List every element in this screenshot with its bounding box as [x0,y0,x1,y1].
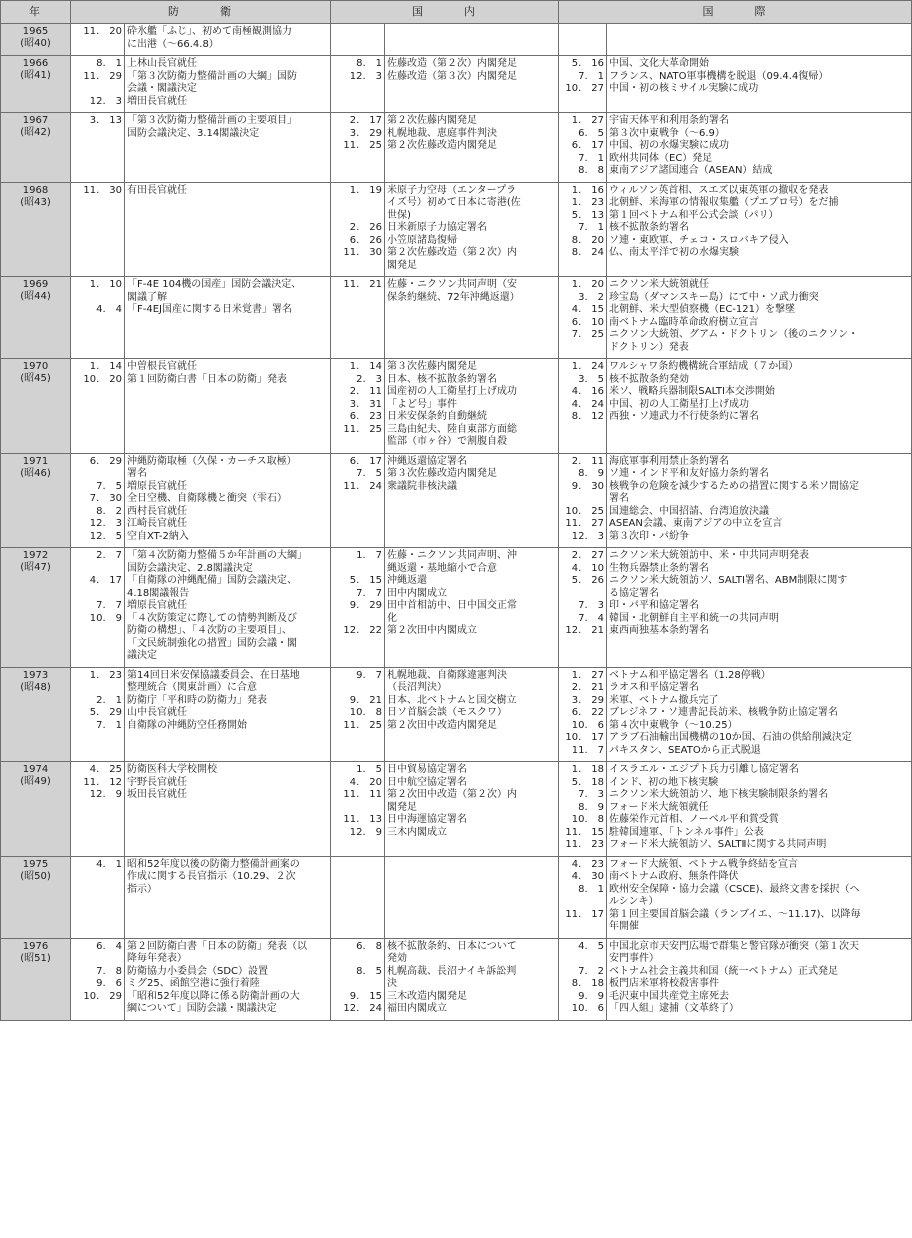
international-events: ワルシャワ条約機構統合軍結成（７か国） 核不拡散条約発効 米ソ、戦略兵器制限SALTⅠ本交渉開始 中国、初の人工衛星打上げ成功 西独・ソ連武力不行使条約に署名 [607,359,912,454]
defense-header: 防 衛 [71,1,331,24]
era-value: (昭44) [20,291,51,302]
era-value: (昭41) [20,70,51,81]
international-dates: 1. 27 6. 5 6. 17 7. 1 8. 8 [559,113,607,183]
year-value: 1974 [22,764,49,775]
year-cell [1,548,71,668]
domestic-events: 核不拡散条約、日本について 発効 札幌高裁、長沼ナイキ訴訟判 決 三木改造内閣発足 福田内閣成立 [385,938,559,1020]
international-events: ニクソン米大統領訪中、米・中共同声明発表 生物兵器禁止条約署名 ニクソン米大統領訪ソ、SALTⅠ署名、ABM制限に関す る協定署名 印・パ平和協定署名 韓国・北朝鮮自主平和統一の共同声明 東西両独基本条約署名 [607,548,912,668]
international-dates: 1. 27 2. 21 3. 29 6. 22 10. 6 10. 17 11. 7 [559,667,607,762]
era-value: (昭43) [20,196,51,208]
international-events: ウィルソン英首相、スエズ以東英軍の撤収を発表 北朝鮮、米海軍の情報収集艦（プエブロ号）をだ捕 第１回ベトナム和平公式会談（パリ） 核不拡散条約署名 ソ連・東欧軍、チェコ・スロバキア侵入 仏、南太平洋で初の水爆実験 [607,182,912,277]
domestic-dates [331,24,385,56]
international-dates [559,24,607,56]
international-dates: 4. 5 7. 2 8. 18 9. 9 10. 6 [559,938,607,1020]
table-row [1,938,912,1020]
table-row [1,24,912,56]
year-cell [1,453,71,548]
domestic-events: 札幌地裁、自衛隊違憲判決 （長沼判決） 日本、北ベトナムと国交樹立 日ソ首脳会談（モスクワ） 第２次田中改造内閣発足 [385,667,559,762]
defense-dates: 8. 1 11. 29 12. 3 [71,56,125,113]
era-value: (昭51) [20,952,51,964]
year-value: 1973 [22,669,49,681]
defense-dates: 4. 1 [71,856,125,938]
domestic-dates: 6. 17 7. 5 11. 24 [331,453,385,548]
year-cell [1,667,71,762]
era-value: (昭42) [20,127,51,138]
international-events: 中国北京市天安門広場で群集と警官隊が衝突（第１次天 安門事件） ベトナム社会主義共和国（統一ベトナム）正式発足 板門店米軍将校殺害事件 毛沢東中国共産党主席死去 「四人組」逮捕（文革終了） [607,938,912,1020]
domestic-dates: 2. 17 3. 29 11. 25 [331,113,385,183]
international-dates: 4. 23 4. 30 8. 1 11. 17 [559,856,607,938]
year-cell [1,359,71,454]
defense-dates: 1. 23 2. 1 5. 29 7. 1 [71,667,125,762]
defense-dates: 11. 30 [71,182,125,277]
year-value: 1966 [22,58,49,69]
year-value: 1972 [22,550,49,561]
year-value: 1965 [22,26,49,37]
defense-events: 砕氷艦「ふじ」、初めて南極観測協力 に出港（～66.4.8） [125,24,331,56]
year-header: 年 [1,1,71,24]
table-row [1,762,912,857]
defense-events: 昭和52年度以後の防衛力整備計画案の 作成に関する長官指示（10.29、２次 指示） [125,856,331,938]
year-cell [1,856,71,938]
year-value: 1971 [22,455,49,467]
domestic-events: 米原子力空母（エンタープラ イズ号）初めて日本に寄港(佐 世保) 日米新原子力協定署名 小笠原諸島復帰 第２次佐藤改造（第２次）内 閣発足 [385,182,559,277]
year-value: 1975 [22,858,49,870]
international-events: フォード大統領、ベトナム戦争終結を宣言 南ベトナム政府、無条件降伏 欧州安全保障・協力会議（CSCE)、最終文書を採択（ヘ ルシンキ） 第１回主要国首脳会議（ランブイエ、～11.17)、以降毎 年開催 [607,856,912,938]
table-row [1,667,912,762]
international-events [607,24,912,56]
domestic-events: 日中貿易協定署名 日中航空協定署名 第２次田中改造（第２次）内 閣発足 日中海運協定署名 三木内閣成立 [385,762,559,857]
year-cell [1,24,71,56]
table-row [1,56,912,113]
table-row [1,453,912,548]
international-dates: 5. 16 7. 1 10. 27 [559,56,607,113]
year-value: 1969 [22,279,49,290]
defense-dates: 6. 4 7. 8 9. 6 10. 29 [71,938,125,1020]
domestic-events: 沖縄返還協定署名 第３次佐藤改造内閣発足 衆議院非核決議 [385,453,559,548]
domestic-dates: 11. 21 [331,277,385,359]
year-value: 1967 [22,115,49,126]
year-cell [1,277,71,359]
era-value: (昭50) [20,870,51,882]
international-dates: 1. 20 3. 2 4. 15 6. 10 7. 25 [559,277,607,359]
defense-dates: 3. 13 [71,113,125,183]
year-cell [1,762,71,857]
era-value: (昭40) [20,38,51,49]
defense-events: 第２回防衛白書「日本の防衛」発表（以 降毎年発表） 防衛協力小委員会（SDC）設置 ミグ25、函館空港に強行着陸 「昭和52年度以降に係る防衛計画の大 綱について」国防会議・閣議決定 [125,938,331,1020]
international-events: 海底軍事利用禁止条約署名 ソ連・インド平和友好協力条約署名 核戦争の危険を減少するための措置に関する米ソ間協定 署名 国連総会、中国招請、台湾追放決議 ASEAN会議、東南アジアの中立を宣言 第３次印・パ紛争 [607,453,912,548]
defense-events: 「第３次防衛力整備計画の主要項目」 国防会議決定、3.14閣議決定 [125,113,331,183]
table-row [1,182,912,277]
era-value: (昭46) [20,467,51,479]
defense-events: 中曽根長官就任 第１回防衛白書「日本の防衛」発表 [125,359,331,454]
international-events: 宇宙天体平和利用条約署名 第３次中東戦争（～6.9） 中国、初の水爆実験に成功 欧州共同体（EC）発足 東南アジア諸国連合（ASEAN）結成 [607,113,912,183]
international-events: イスラエル・エジプト兵力引離し協定署名 インド、初の地下核実験 ニクソン米大統領訪ソ、地下核実験制限条約署名 フォード米大統領就任 佐藤栄作元首相、ノーベル平和賞受賞 駐韓国連軍、「トンネル事件」公表 フォード米大統領訪ソ、SALTⅡに関する共同声明 [607,762,912,857]
domestic-events: 佐藤改造（第２次）内閣発足 佐藤改造（第３次）内閣発足 [385,56,559,113]
table-row [1,277,912,359]
domestic-events: 第２次佐藤内閣発足 札幌地裁、恵庭事件判決 第２次佐藤改造内閣発足 [385,113,559,183]
international-dates: 2. 27 4. 10 5. 26 7. 3 7. 4 12. 21 [559,548,607,668]
domestic-dates: 9. 7 9. 21 10. 8 11. 25 [331,667,385,762]
year-value: 1976 [22,940,49,952]
defense-dates: 6. 29 7. 5 7. 30 8. 2 12. 3 12. 5 [71,453,125,548]
year-value: 1970 [22,361,49,372]
era-value: (昭45) [20,373,51,384]
year-cell [1,182,71,277]
defense-events: 第14回日米安保協議委員会、在日基地 整理統合（関東計画）に合意 防衛庁「平和時の防衛力」発表 山中長官就任 自衛隊の沖縄防空任務開始 [125,667,331,762]
table-row [1,548,912,668]
domestic-header: 国 内 [331,1,559,24]
year-cell [1,113,71,183]
table-row [1,856,912,938]
year-cell [1,938,71,1020]
domestic-events [385,24,559,56]
year-value: 1968 [22,184,49,196]
domestic-dates: 1. 7 5. 15 7. 7 9. 29 12. 22 [331,548,385,668]
defense-dates: 11. 20 [71,24,125,56]
defense-dates: 1. 10 4. 4 [71,277,125,359]
domestic-dates: 1. 5 4. 20 11. 11 11. 13 12. 9 [331,762,385,857]
domestic-events: 佐藤・ニクソン共同声明、沖 縄返還・基地縮小で合意 沖縄返還 田中内閣成立 田中首相訪中、日中国交正常 化 第２次田中内閣成立 [385,548,559,668]
domestic-events: 佐藤・ニクソン共同声明（安 保条約継続、72年沖縄返還） [385,277,559,359]
international-header: 国 際 [559,1,912,24]
table-row [1,359,912,454]
defense-events: 沖縄防衛取極（久保・カーチス取極） 署名 増原長官就任 全日空機、自衛隊機と衝突（雫石） 西村長官就任 江崎長官就任 空自XT-2納入 [125,453,331,548]
defense-dates: 1. 14 10. 20 [71,359,125,454]
domestic-dates: 1. 19 2. 26 6. 26 11. 30 [331,182,385,277]
chronology-body [1,24,912,1021]
domestic-events [385,856,559,938]
defense-events: 「F-4E 104機の国産」国防会議決定、 閣議了解 「F-4EJ国産に関する日米覚書」署名 [125,277,331,359]
domestic-dates [331,856,385,938]
international-dates: 2. 11 8. 9 9. 30 10. 25 11. 27 12. 3 [559,453,607,548]
defense-dates: 4. 25 11. 12 12. 9 [71,762,125,857]
era-value: (昭49) [20,776,51,787]
domestic-dates: 8. 1 12. 3 [331,56,385,113]
defense-events: 防衛医科大学校開校 宇野長官就任 坂田長官就任 [125,762,331,857]
defense-events: 上林山長官就任 「第３次防衛力整備計画の大綱」国防 会議・閣議決定 増田長官就任 [125,56,331,113]
domestic-dates: 6. 8 8. 5 9. 15 12. 24 [331,938,385,1020]
international-dates: 1. 18 5. 18 7. 3 8. 9 10. 8 11. 15 11. 23 [559,762,607,857]
international-dates: 1. 24 3. 5 4. 16 4. 24 8. 12 [559,359,607,454]
defense-dates: 2. 7 4. 17 7. 7 10. 9 [71,548,125,668]
international-dates: 1. 16 1. 23 5. 13 7. 1 8. 20 8. 24 [559,182,607,277]
international-events: ベトナム和平協定署名（1.28停戦） ラオス和平協定署名 米軍、ベトナム撤兵完了 ブレジネフ・ソ連書記長訪米、核戦争防止協定署名 第４次中東戦争（～10.25） アラブ石油輸出国機構の10か国、石油の供給削減決定 パキスタン、SEATOから正式脱退 [607,667,912,762]
domestic-events: 第３次佐藤内閣発足 日本、核不拡散条約署名 国産初の人工衛星打上げ成功 「よど号」事件 日米安保条約自動継続 三島由紀夫、陸自東部方面総 監部（市ヶ谷）で割腹自殺 [385,359,559,454]
table-row [1,113,912,183]
international-events: ニクソン米大統領就任 珍宝島（ダマンスキー島）にて中・ソ武力衝突 北朝鮮、米大型偵察機（EC-121）を撃墜 南ベトナム臨時革命政府樹立宣言 ニクソン大統領、グアム・ドクトリン（後のニクソン・ ドクトリン）発表 [607,277,912,359]
domestic-dates: 1. 14 2. 3 2. 11 3. 31 6. 23 11. 25 [331,359,385,454]
era-value: (昭47) [20,562,51,573]
international-events: 中国、文化大革命開始 フランス、NATO軍事機構を脱退（09.4.4復帰） 中国・初の核ミサイル実験に成功 [607,56,912,113]
defense-events: 「第４次防衛力整備５か年計画の大綱」 国防会議決定、2.8閣議決定 「自衛隊の沖縄配備」国防会議決定、 4.18閣議報告 増原長官就任 「４次防策定に際しての情勢判断及び 防衛の構想」、「４次防の主要項目」、 「文民統制強化の措置」国防会議・閣 議決定 [125,548,331,668]
defense-events: 有田長官就任 [125,182,331,277]
header-row [1,1,912,24]
year-cell [1,56,71,113]
era-value: (昭48) [20,681,51,693]
